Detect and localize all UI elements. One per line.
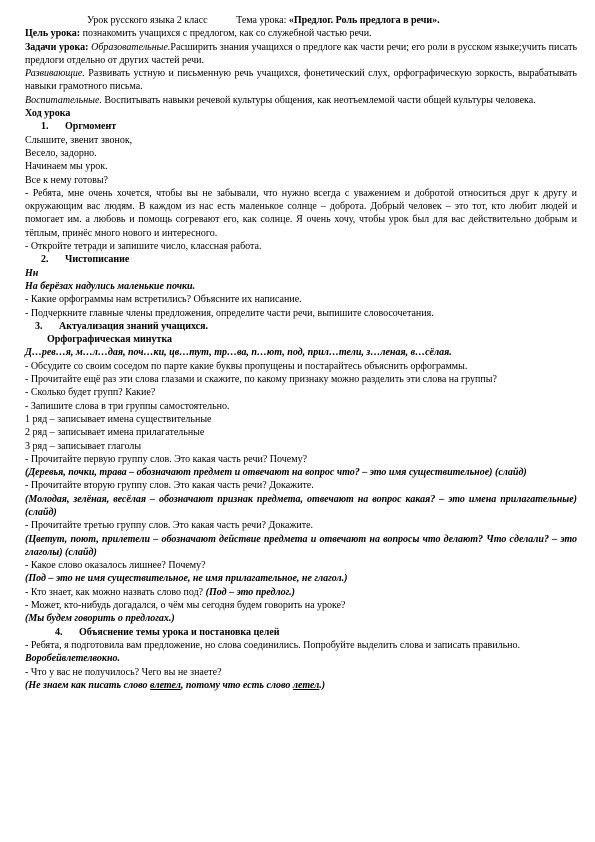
edu-text: Расширить знания учащихся о предлоге как части речи; его роли в русском языке;учить писать предлоги отдельно от других частей речи. [25,41,578,66]
read-question: - Прочитайте третью группу слов. Это какая часть речи? Докажите. [25,520,314,532]
section-1-note: - Откройте тетради и запишите число, классная работа. [25,241,262,253]
answer-middle: , потому что есть слово [180,679,293,691]
section-3-heading [25,320,577,333]
answer-prefix: (Не знаем как писать слово [25,679,150,691]
dev-text: Развивать устную и письменную речь учащихся, фонетический слух, орфографическую зоркость, вырабатывать навыки грамотного письма. [25,68,577,93]
calligraphy-sentence: На берёзах надулись маленькие почки. [25,280,196,292]
section-3-line: - Запишите слова в три группы самостоятельно. [25,400,230,412]
answer-end: .) [319,679,326,691]
section-1-heading [25,120,577,133]
section-4-heading [25,626,577,639]
section-4-question: - Что у вас не получилось? Чего вы не знаете? [25,666,222,678]
read-answer: (Цветут, поют, прилетели – обозначают действие предмета и отвечают на вопросы что делают? Что сделали? – это глаголы) (слайд) [25,533,577,558]
row-task: 2 ряд – записывает имена прилагательные [25,427,205,439]
extra-word-question: - Какое слово оказалось лишнее? Почему? [25,560,206,572]
read-question: - Прочитайте вторую группу слов. Это какая часть речи? Докажите. [25,480,314,492]
course-title: Ход урока [25,108,71,120]
read-answer: (Деревья, почки, трава – обозначают предмет и отвечают на вопрос что? – это имя существительное) (слайд) [25,467,527,479]
section-1-number: 1. [41,121,49,133]
upb-text: Воспитывать навыки речевой культуры общения, как неотъемлемой части общей культуры человека. [101,94,536,106]
section-1-title: Оргмомент [65,121,117,133]
poem-line: Весело, задорно. [25,147,97,159]
lesson-grade: Урок русского языка 2 класс [87,15,208,26]
guess-answer: (Мы будем говорить о предлогах.) [25,613,175,625]
section-4-title: Объяснение темы урока и постановка целей [79,626,280,638]
section-3-title: Актуализация знаний учащихся. [59,320,209,332]
section-3-paragraph: - Прочитайте ещё раз эти слова глазами и скажите, по какому признаку можно разделить эти слова на группы? [25,374,497,386]
section-2-heading [25,253,577,266]
topic-value: «Предлог. Роль предлога в речи». [288,15,440,26]
poem-line: Слышите, звенит звонок, [25,134,133,146]
poem-line: Все к нему готовы? [25,174,108,186]
topic-label: Тема урока: [236,15,287,26]
who-question: - Кто знает, как можно назвать слово под? [25,586,206,598]
read-answer: (Молодая, зелёная, весёлая – обозначают признак предмета, отвечают на вопрос какая? – это имена прилагательные) (слайд) [25,493,577,518]
guess-question: - Может, кто-нибудь догадался, о чём мы сегодня будем говорить на уроке? [25,600,346,612]
lesson-document [25,14,577,692]
section-3-subtitle: Орфографическая минутка [47,334,173,346]
row-task: 3 ряд – записывает глаголы [25,440,142,452]
section-2-question: - Подчеркните главные члены предложения, определите части речи, выпишите словосочетания. [25,307,434,319]
who-answer: (Под – это предлог.) [205,586,295,598]
lesson-goal [25,27,577,40]
section-2-question: - Какие орфограммы нам встретились? Объясните их написание. [25,294,302,306]
poem-line: Начинаем мы урок. [25,161,108,173]
section-4-answer [25,679,577,692]
section-3-line: - Сколько будет групп? Какие? [25,387,156,399]
calligraphy-letters: Нн [25,267,39,279]
underlined-word: влетел [150,679,181,691]
section-3-paragraph: - Обсудите со своим соседом по парте какие буквы пропущены и постарайтесь объяснить орфограммы. [25,360,468,372]
section-4-paragraph: - Ребята, я подготовила вам предложение, но слова соединились. Попробуйте выделить слова и записать правильно. [25,639,521,651]
tasks-label: Задачи урока: [25,41,89,53]
preposition-question [25,586,577,599]
joined-sentence: Воробейвлетелвокно. [25,653,120,665]
section-1-paragraph: - Ребята, мне очень хочется, чтобы вы не забывали, что нужно всегда с уважением и добротой относиться друг к другу и окружающим вас людям. В каждом из нас есть маленькое солнце – доброта. Добрый человек – это тот, кто любит людей и помогает им. а любовь и помощь согревают его, как солнце. Я очень хочу, чтобы урок был для вас действительно добрым и тёплым, принёс много нового и интересного. [25,187,577,239]
section-4-number: 4. [55,626,63,638]
lesson-header [25,14,577,27]
edu-label: Образовательные. [91,41,171,53]
tasks-developing [25,67,577,94]
extra-word-answer: (Под – это не имя существительное, не имя прилагательное, не глагол.) [25,573,348,585]
tasks-educational [25,41,577,68]
upb-label: Воспитательные. [25,94,102,106]
section-2-number: 2. [41,254,49,266]
underlined-word: летел [292,679,320,691]
row-task: 1 ряд – записывает имена существительные [25,413,212,425]
read-question: - Прочитайте первую группу слов. Это какая часть речи? Почему? [25,453,308,465]
section-3-number: 3. [35,320,43,332]
goal-label: Цель урока: [25,28,81,40]
tasks-upbringing [25,94,577,107]
section-2-title: Чистописание [65,254,130,266]
goal-text: познакомить учащихся с предлогом, как со служебной частью речи. [80,28,372,40]
dev-label: Развивающие. [25,68,85,80]
spelling-words: Д…рев…я, м…л…дая, поч…ки, цв…тут, тр…ва, п…ют, под, прил…тели, з…леная, в…сёлая. [25,347,452,359]
